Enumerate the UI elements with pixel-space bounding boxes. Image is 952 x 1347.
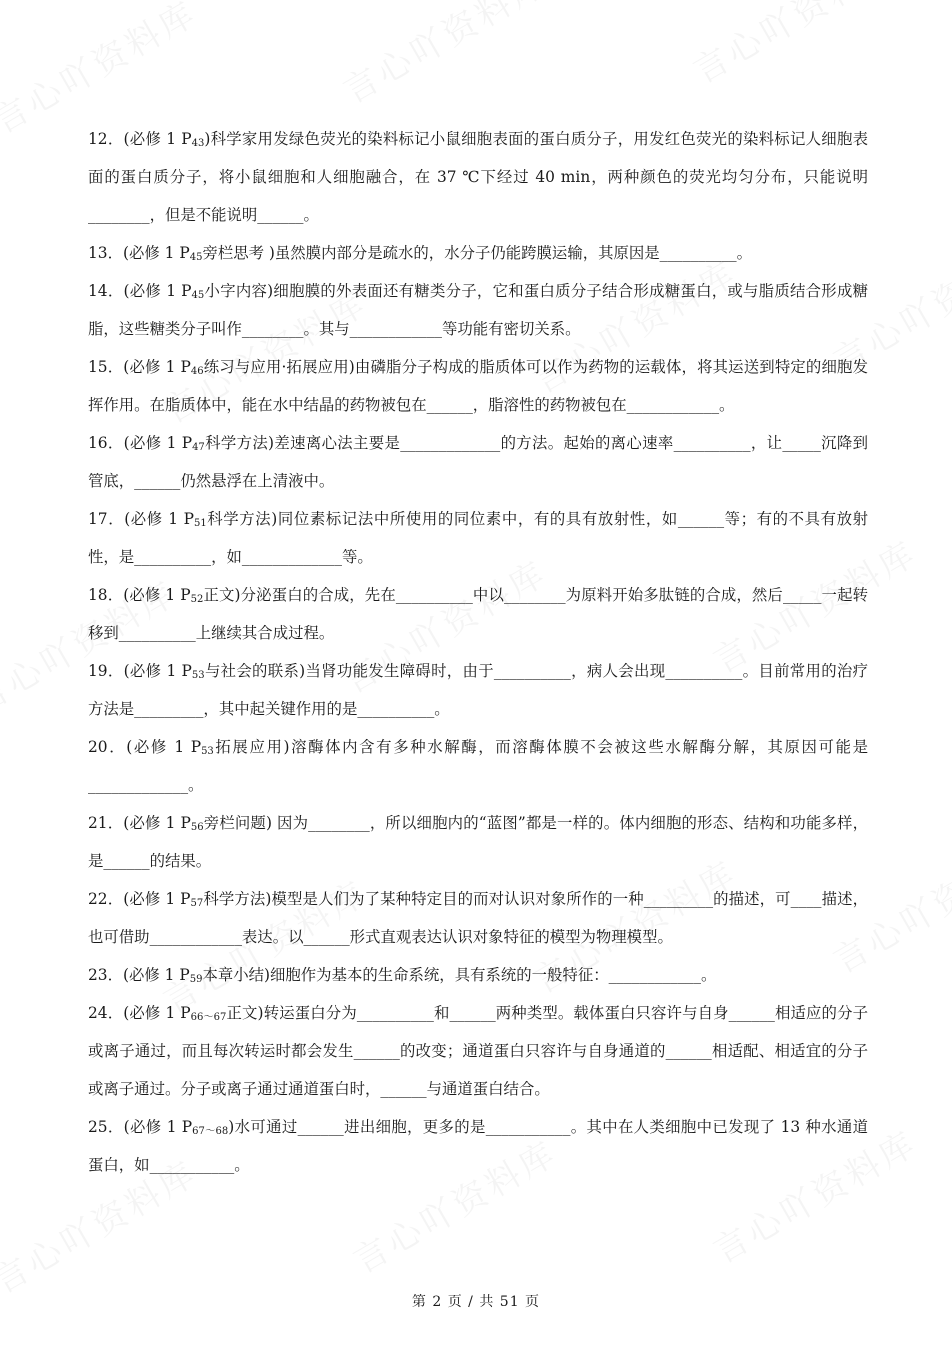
question-text: 科学方法)差速离心法主要是_____________的方法。起始的离心速率__________，让_____沉降到管底，______仍然悬浮在上清液中。: [88, 434, 868, 490]
question-q12: [88, 120, 868, 234]
question-text: 拓展应用)溶酶体内含有多种水解酶，而溶酶体膜不会被这些水解酶分解，其原因可能是_____________。: [88, 738, 868, 794]
question-list: [88, 120, 868, 1184]
question-text: 18．(必修 1 P: [88, 586, 191, 604]
page-ref-subscript: 56: [190, 822, 204, 833]
question-q25: [88, 1108, 868, 1184]
question-q16: [88, 424, 868, 500]
page-ref-subscript: 46: [190, 366, 204, 377]
question-text: )水可通过______进出细胞，更多的是___________。其中在人类细胞中已发现了 13 种水通道蛋白，如___________。: [88, 1118, 868, 1174]
question-text: 正文)分泌蛋白的合成，先在__________中以________为原料开始多肽链的合成，然后_____一起转移到__________上继续其合成过程。: [88, 586, 868, 642]
question-text: 20．(必修 1 P: [88, 738, 202, 756]
question-text: 小字内容)细胞膜的外表面还有糖类分子，它和蛋白质分子结合形成糖蛋白，或与脂质结合形成糖脂，这些糖类分子叫作________。其与____________等功能有密切关系。: [88, 282, 868, 338]
question-text: 练习与应用·拓展应用)由磷脂分子构成的脂质体可以作为药物的运载体，将其运送到特定的细胞发挥作用。在脂质体中，能在水中结晶的药物被包在______，脂溶性的药物被包在____________。: [88, 358, 868, 414]
question-text: 科学方法)模型是人们为了某种特定目的而对认识对象所作的一种_________的描述，可____描述，也可借助____________表达。以______形式直观表达认识对象特征的模型为物理模型。: [88, 890, 868, 946]
question-q13: [88, 234, 868, 272]
question-text: 正文)转运蛋白分为__________和______两种类型。载体蛋白只容许与自身______相适应的分子或离子通过，而且每次转运时都会发生______的改变；通道蛋白只容许与自身通道的______相适配、相适宜的分子或离子通过。分子或离子通过通道蛋白时，______与通道蛋白结合。: [88, 1004, 868, 1098]
question-q20: [88, 728, 868, 804]
question-q15: [88, 348, 868, 424]
watermark-text: [683, 0, 905, 93]
page-ref-subscript: 53: [201, 746, 214, 757]
watermark-text: [333, 0, 555, 113]
question-text: 25．(必修 1 P: [88, 1118, 193, 1136]
question-text: 24．(必修 1 P: [88, 1004, 191, 1022]
page-ref-subscript: 45: [189, 252, 203, 263]
question-q19: [88, 652, 868, 728]
page-ref-subscript: 51: [193, 518, 207, 529]
question-text: 14．(必修 1 P: [88, 282, 192, 300]
question-q21: [88, 804, 868, 880]
question-text: 23．(必修 1 P: [88, 966, 190, 984]
question-text: 22．(必修 1 P: [88, 890, 191, 908]
page-ref-subscript: 67～68: [192, 1126, 229, 1137]
question-text: 13．(必修 1 P: [88, 244, 190, 262]
question-text: 与社会的联系)当肾功能发生障碍时，由于__________，病人会出现__________。目前常用的治疗方法是_________，其中起关键作用的是__________。: [88, 662, 868, 718]
page-ref-subscript: 59: [189, 974, 203, 985]
question-q22: [88, 880, 868, 956]
question-q14: [88, 272, 868, 348]
page-ref-subscript: 47: [192, 442, 205, 453]
page-ref-subscript: 66～67: [190, 1012, 227, 1023]
question-text: 12．(必修 1 P: [88, 130, 192, 148]
question-text: 旁栏思考 )虽然膜内部分是疏水的，水分子仍能跨膜运输，其原因是__________。: [202, 244, 753, 262]
question-text: 科学方法)同位素标记法中所使用的同位素中，有的具有放射性，如______等；有的不具有放射性，是__________，如_____________等。: [88, 510, 868, 566]
question-q23: [88, 956, 868, 994]
question-text: 19．(必修 1 P: [88, 662, 192, 680]
page-ref-subscript: 57: [190, 898, 204, 909]
question-text: 21．(必修 1 P: [88, 814, 191, 832]
page-footer: 第 2 页 / 共 51 页: [411, 1294, 541, 1310]
question-text: 16．(必修 1 P: [88, 434, 193, 452]
question-q18: [88, 576, 868, 652]
question-text: 本章小结)细胞作为基本的生命系统，具有系统的一般特征：____________。: [202, 966, 717, 984]
page-ref-subscript: 53: [191, 670, 205, 681]
question-q17: [88, 500, 868, 576]
question-text: )科学家用发绿色荧光的染料标记小鼠细胞表面的蛋白质分子，用发红色荧光的染料标记人细胞表面的蛋白质分子，将小鼠细胞和人细胞融合，在 37 ℃下经过 40 min，两种颜色的荧光均匀分布，只能说明________，但是不能说明______。: [88, 130, 868, 224]
question-text: 旁栏问题) 因为________，所以细胞内的“蓝图”都是一样的。体内细胞的形态、结构和功能多样，是______的结果。: [88, 814, 868, 870]
page-ref-subscript: 52: [190, 594, 204, 605]
question-text: 17．(必修 1 P: [88, 510, 194, 528]
question-q24: [88, 994, 868, 1108]
question-text: 15．(必修 1 P: [88, 358, 191, 376]
page-ref-subscript: 43: [191, 138, 205, 149]
page-ref-subscript: 45: [191, 290, 205, 301]
